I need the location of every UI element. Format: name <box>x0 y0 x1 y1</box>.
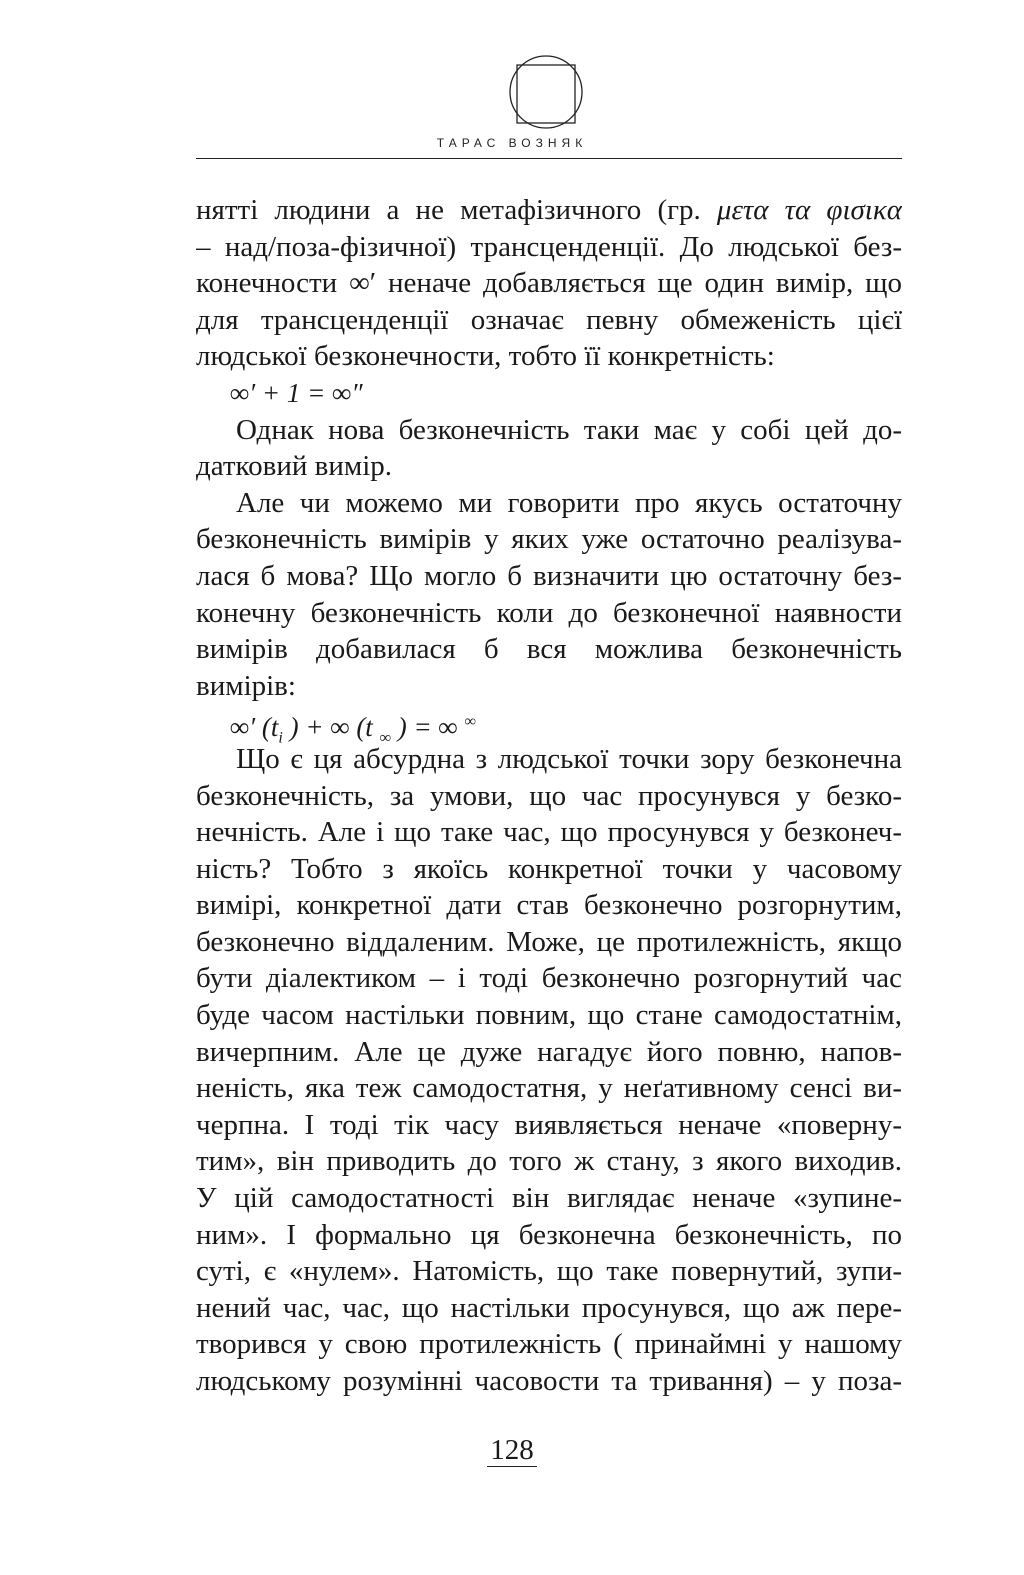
text-line: вимірі, конкретної дати став безконечно розгорнутим, <box>196 889 902 922</box>
text-line: для трансценденції означає певну обмеженість цієї <box>196 303 902 336</box>
text-line: безконечно віддаленим. Може, це протилежність, якщо <box>196 925 902 958</box>
text-line: – над/поза-фізичної) трансценденції. До людської без- <box>196 230 902 263</box>
text-line: конечности ∞′ неначе добавляється ще один вимір, що <box>196 267 902 300</box>
text-line: Що є ця абсурдна з людської точки зору безконечна <box>236 742 902 775</box>
text-line: лася б мова? Що могло б визначити цю остаточну без- <box>196 559 902 592</box>
text-line: вимірів добавилася б вся можлива безконечність <box>196 633 902 666</box>
text-line: безконечність вимірів у яких уже остаточно реалізува- <box>196 523 902 556</box>
text-line: конечну безконечність коли до безконечної наявности <box>196 596 902 629</box>
formula-1: ∞′ + 1 = ∞″ <box>230 377 363 408</box>
text-line: вичерпним. Але це дуже нагадує його повню, напов- <box>196 1035 902 1068</box>
text-line: нечність. Але і що таке час, що просунувся у безконеч- <box>196 816 902 849</box>
text-line: датковий вимір. <box>196 450 393 483</box>
text-line: творився у свою протилежність ( принаймні у нашому <box>196 1328 902 1361</box>
text-line: У цій самодостатності він виглядає неначе «зупине- <box>196 1182 902 1215</box>
text-line: ність? Тобто з якоїсь конкретної точки у часовому <box>196 852 902 885</box>
text-line: Але чи можемо ми говорити про якусь остаточну <box>236 486 902 519</box>
text-line: людському розумінні часовости та тривання) – у поза- <box>196 1365 902 1397</box>
text-line: вимірів: <box>196 669 296 702</box>
greek-term: μετα τα φισικα <box>716 194 902 226</box>
formula-2: ∞′ ($t_i$ ) + ∞ (t $_\infty$ ) = ∞ ∞ <box>230 712 476 747</box>
page-number: 128 <box>0 1434 1024 1467</box>
infinity-symbol: ∞′ <box>349 267 377 300</box>
text-line: неність, яка теж самодостатня, у неґативному сенсі ви- <box>196 1072 902 1105</box>
text-line: буде часом настільки повним, що стане самодостатнім, <box>196 999 902 1032</box>
text-line: бути діалектиком – і тоді безконечно розгорнутий час <box>196 962 902 995</box>
text-line: тим», він приводить до того ж стану, з якого виходив. <box>196 1145 902 1178</box>
text-line: людської безконечности, тобто її конкретність: <box>196 340 775 373</box>
circle-square-logo-icon <box>508 44 584 134</box>
text-line: безконечність, за умови, що час просунувся у безко- <box>196 779 902 812</box>
text-line: черпна. І тоді тік часу виявляється неначе «поверну- <box>196 1108 902 1141</box>
header-rule <box>196 158 902 159</box>
text-line: нений час, час, що настільки просунувся, що аж пере- <box>196 1291 902 1324</box>
body-text <box>196 192 902 1400</box>
text-line: суті, є «нулем». Натомість, що таке повернутий, зупи- <box>196 1255 902 1288</box>
running-head: ТАРАС ВОЗНЯК <box>436 136 588 150</box>
text-line: Однак нова безконечність таки має у собі цей до- <box>236 413 902 446</box>
text-line: нятті людини а не метафізичного (гр. μετα τα φισικα <box>196 194 902 226</box>
text-line: ним». І формально ця безконечна безконечність, по <box>196 1218 902 1251</box>
